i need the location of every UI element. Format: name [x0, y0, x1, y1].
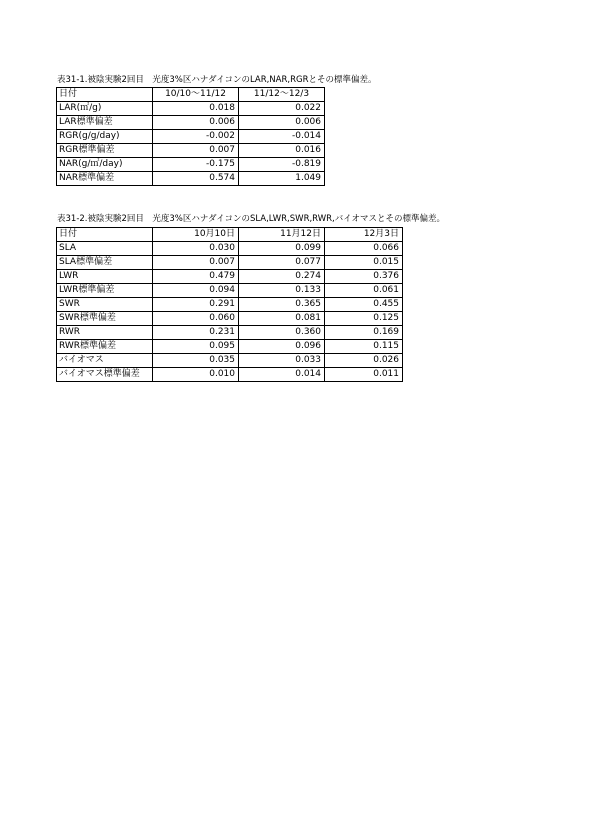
table-cell: -0.819: [239, 158, 325, 172]
table-cell: 0.014: [239, 368, 325, 382]
row-label: RWR: [57, 326, 153, 340]
table1-header-period-2: 11/12～12/3: [239, 88, 325, 102]
table-cell: 0.060: [153, 312, 239, 326]
table-row: [57, 326, 403, 340]
table1-header-period-1: 10/10～11/12: [153, 88, 239, 102]
row-label: SWR標準偏差: [57, 312, 153, 326]
table-cell: 0.061: [325, 284, 403, 298]
table-row: [57, 144, 325, 158]
row-label: バイオマス標準偏差: [57, 368, 153, 382]
row-label: NAR(g/㎡/day): [57, 158, 153, 172]
table-cell: 0.094: [153, 284, 239, 298]
table2-header-date-2: 11月12日: [239, 228, 325, 242]
table-row: [57, 270, 403, 284]
table1-caption: 表31-1.被陰実験2回目 光度3%区ハナダイコンのLAR,NAR,RGRとその標準偏差。: [57, 75, 377, 85]
table-cell: 0.022: [239, 102, 325, 116]
table-row: [57, 116, 325, 130]
table-cell: 0.077: [239, 256, 325, 270]
table-cell: 0.133: [239, 284, 325, 298]
row-label: LAR(㎡/g): [57, 102, 153, 116]
table2-header-date: 日付: [57, 228, 153, 242]
table-cell: 0.033: [239, 354, 325, 368]
table-cell: -0.002: [153, 130, 239, 144]
table-cell: 0.274: [239, 270, 325, 284]
table-cell: 0.291: [153, 298, 239, 312]
table-cell: 0.066: [325, 242, 403, 256]
table-cell: 0.006: [153, 116, 239, 130]
table-cell: 0.376: [325, 270, 403, 284]
row-label: SLA標準偏差: [57, 256, 153, 270]
row-label: SLA: [57, 242, 153, 256]
table-cell: 0.455: [325, 298, 403, 312]
table-cell: 0.095: [153, 340, 239, 354]
table-cell: 0.574: [153, 172, 239, 186]
table-cell: 0.007: [153, 144, 239, 158]
table2-header-date-3: 12月3日: [325, 228, 403, 242]
row-label: NAR標準偏差: [57, 172, 153, 186]
table-cell: 0.365: [239, 298, 325, 312]
table-cell: 0.125: [325, 312, 403, 326]
table1-header-row: [57, 88, 325, 102]
table-row: [57, 256, 403, 270]
table-row: [57, 172, 325, 186]
row-label: SWR: [57, 298, 153, 312]
table2-caption: 表31-2.被陰実験2回目 光度3%区ハナダイコンのSLA,LWR,SWR,RWR,バイオマスとその標準偏差。: [57, 214, 445, 224]
table1-header-date: 日付: [57, 88, 153, 102]
row-label: バイオマス: [57, 354, 153, 368]
table2-header-date-1: 10月10日: [153, 228, 239, 242]
table-cell: 0.081: [239, 312, 325, 326]
row-label: RWR標準偏差: [57, 340, 153, 354]
table-cell: 0.007: [153, 256, 239, 270]
table-cell: 0.026: [325, 354, 403, 368]
row-label: LWR標準偏差: [57, 284, 153, 298]
table1-lar-nar-rgr: [56, 87, 325, 186]
table-cell: 0.010: [153, 368, 239, 382]
table-cell: 0.030: [153, 242, 239, 256]
table-cell: 0.096: [239, 340, 325, 354]
table-cell: 0.099: [239, 242, 325, 256]
table-cell: 0.115: [325, 340, 403, 354]
table-cell: 0.011: [325, 368, 403, 382]
table-row: [57, 284, 403, 298]
table-row: [57, 312, 403, 326]
table-cell: 0.360: [239, 326, 325, 340]
table-row: [57, 298, 403, 312]
table-row: [57, 340, 403, 354]
row-label: LAR標準偏差: [57, 116, 153, 130]
table-cell: -0.175: [153, 158, 239, 172]
table-cell: 1.049: [239, 172, 325, 186]
row-label: RGR(g/g/day): [57, 130, 153, 144]
table-row: [57, 158, 325, 172]
table-cell: 0.015: [325, 256, 403, 270]
table-cell: 0.018: [153, 102, 239, 116]
table-row: [57, 130, 325, 144]
table-row: [57, 242, 403, 256]
table2-header-row: [57, 228, 403, 242]
table-cell: 0.006: [239, 116, 325, 130]
table-cell: 0.479: [153, 270, 239, 284]
table-cell: 0.169: [325, 326, 403, 340]
table-cell: -0.014: [239, 130, 325, 144]
table-row: [57, 102, 325, 116]
table-cell: 0.231: [153, 326, 239, 340]
row-label: LWR: [57, 270, 153, 284]
table-row: [57, 368, 403, 382]
table-row: [57, 354, 403, 368]
table-cell: 0.016: [239, 144, 325, 158]
row-label: RGR標準偏差: [57, 144, 153, 158]
table-cell: 0.035: [153, 354, 239, 368]
table2-sla-lwr-swr-rwr-biomass: [56, 227, 403, 382]
